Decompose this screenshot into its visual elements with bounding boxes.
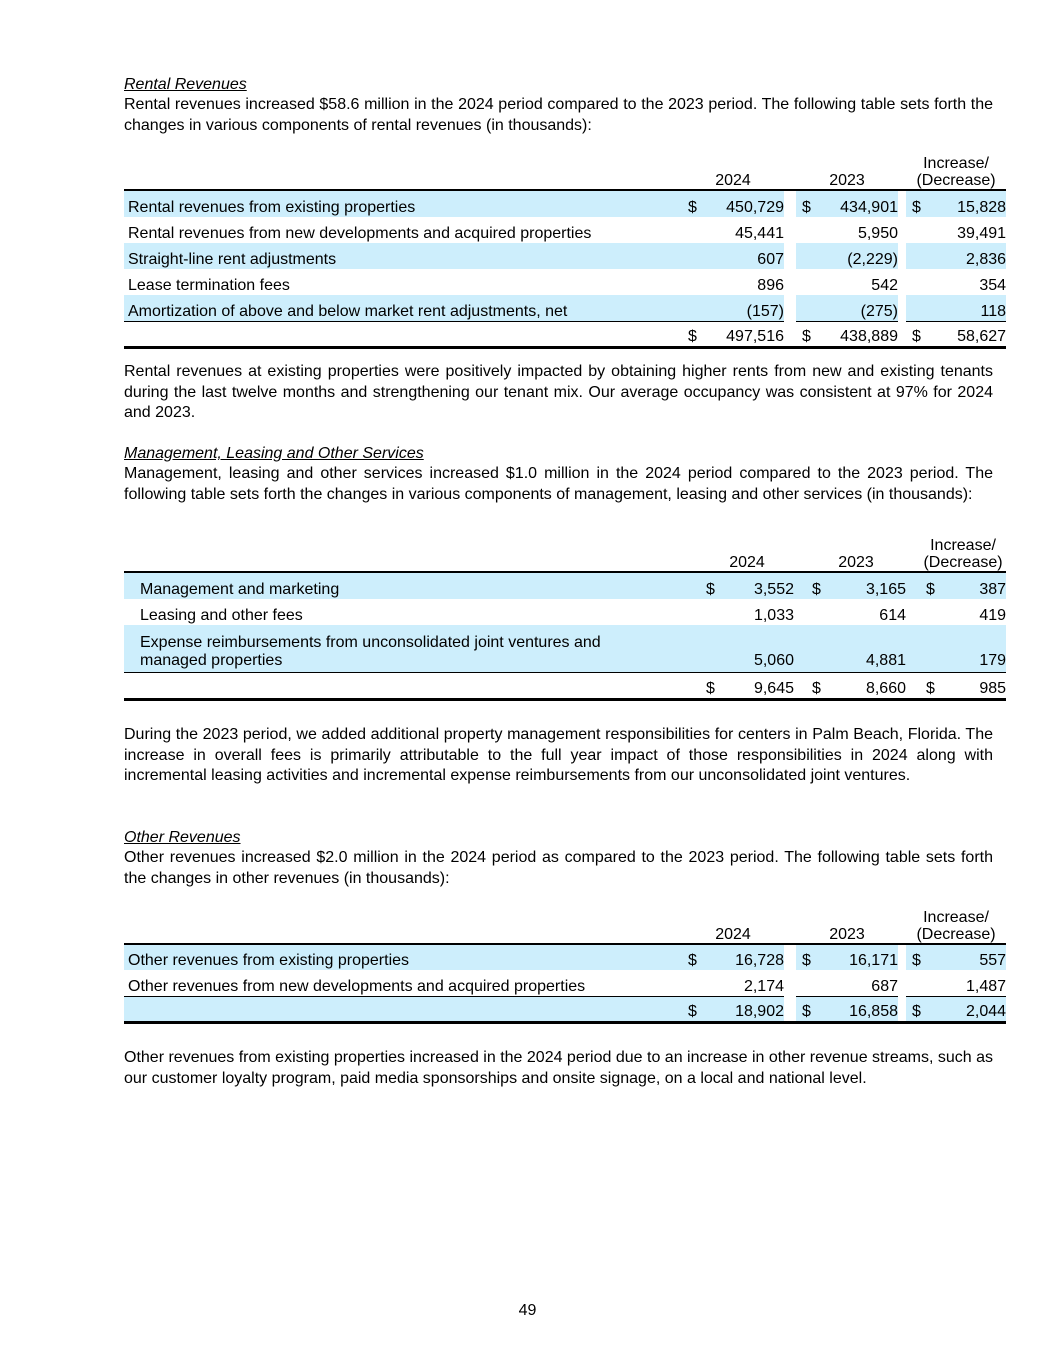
rental-intro: Rental revenues increased $58.6 million in the 2024 period compared to the 2023 period. The following table sets forth the changes in various components of rental revenues (in thousands): — [124, 96, 993, 134]
table-row: Expense reimbursements from unconsolidated joint ventures and managed properties 5,060 4,881 179 — [124, 625, 1006, 672]
other-heading: Other Revenues — [124, 829, 241, 846]
table-header-row — [124, 904, 1006, 944]
table-row: Management and marketing $ 3,552 $ 3,165 $ 387 — [124, 572, 1006, 599]
col-2024: 2024 — [729, 554, 765, 571]
table-row: Rental revenues from new developments and acquired properties 45,441 5,950 39,491 — [128, 225, 1007, 242]
other-commentary: Other revenues from existing properties increased in the 2024 period due to an increase in other revenue streams, such as our customer loyalty program, paid media sponsorships and onsite signage, on a local and national level. — [124, 1049, 993, 1087]
table-total-row: $ 497,516 $ 438,889 $ 58,627 — [124, 321, 1006, 347]
page-number: 49 — [518, 1302, 537, 1319]
management-table — [124, 533, 1006, 701]
management-heading: Management, Leasing and Other Services — [124, 445, 424, 462]
table-row: Amortization of above and below market rent adjustments, net (157) (275) 118 — [124, 295, 1006, 321]
table-row: Other revenues from existing properties $ 16,728 $ 16,171 $ 557 — [124, 944, 1006, 970]
table-row: Other revenues from new developments and acquired properties 2,174 687 1,487 — [128, 977, 1007, 995]
table-total-row: $ 9,645 $ 8,660 $ 985 — [124, 672, 1006, 699]
other-table — [124, 904, 1006, 1024]
col-2023: 2023 — [838, 554, 874, 571]
col-2023: 2023 — [829, 926, 865, 943]
col-2023: 2023 — [829, 172, 865, 189]
table-header-row — [124, 533, 1006, 572]
other-intro: Other revenues increased $2.0 million in the 2024 period as compared to the 2023 period. The following table sets forth the changes in other revenues (in thousands): — [124, 849, 993, 887]
management-commentary: During the 2023 period, we added additional property management responsibilities for centers in Palm Beach, Florida. The increase in overall fees is primarily attributable to the full year impact of those responsibilities in 2024 along with incremental leasing activities and incremental expense reimbursements from our unconsolidated joint ventures. — [124, 726, 993, 784]
col-change: Increase/ (Decrease) — [923, 537, 1003, 571]
table-row: Straight-line rent adjustments 607 (2,229) 2,836 — [124, 243, 1006, 269]
table-row: Leasing and other fees 1,033 614 419 — [140, 607, 1007, 624]
col-change: Increase/ (Decrease) — [916, 909, 996, 943]
table-row: Rental revenues from existing properties $ 450,729 $ 434,901 $ 15,828 — [124, 190, 1006, 217]
rental-heading: Rental Revenues — [124, 76, 247, 93]
rental-table — [124, 150, 1006, 349]
col-2024: 2024 — [715, 926, 751, 943]
management-intro: Management, leasing and other services increased $1.0 million in the 2024 period compared to the 2023 period. The following table sets forth the changes in various components of management, leasing and other services (in thousands): — [124, 465, 993, 503]
col-2024: 2024 — [715, 172, 751, 189]
table-row: Lease termination fees 896 542 354 — [128, 277, 1007, 294]
rental-commentary: Rental revenues at existing properties were positively impacted by obtaining higher rents from new and existing tenants during the last twelve months and strengthening our tenant mix. Our average occupancy was consistent at 97% for 2024 and 2023. — [124, 363, 993, 421]
col-change: Increase/ (Decrease) — [916, 155, 996, 189]
table-header-row — [124, 150, 1006, 190]
table-total-row: $ 18,902 $ 16,858 $ 2,044 — [124, 996, 1006, 1022]
